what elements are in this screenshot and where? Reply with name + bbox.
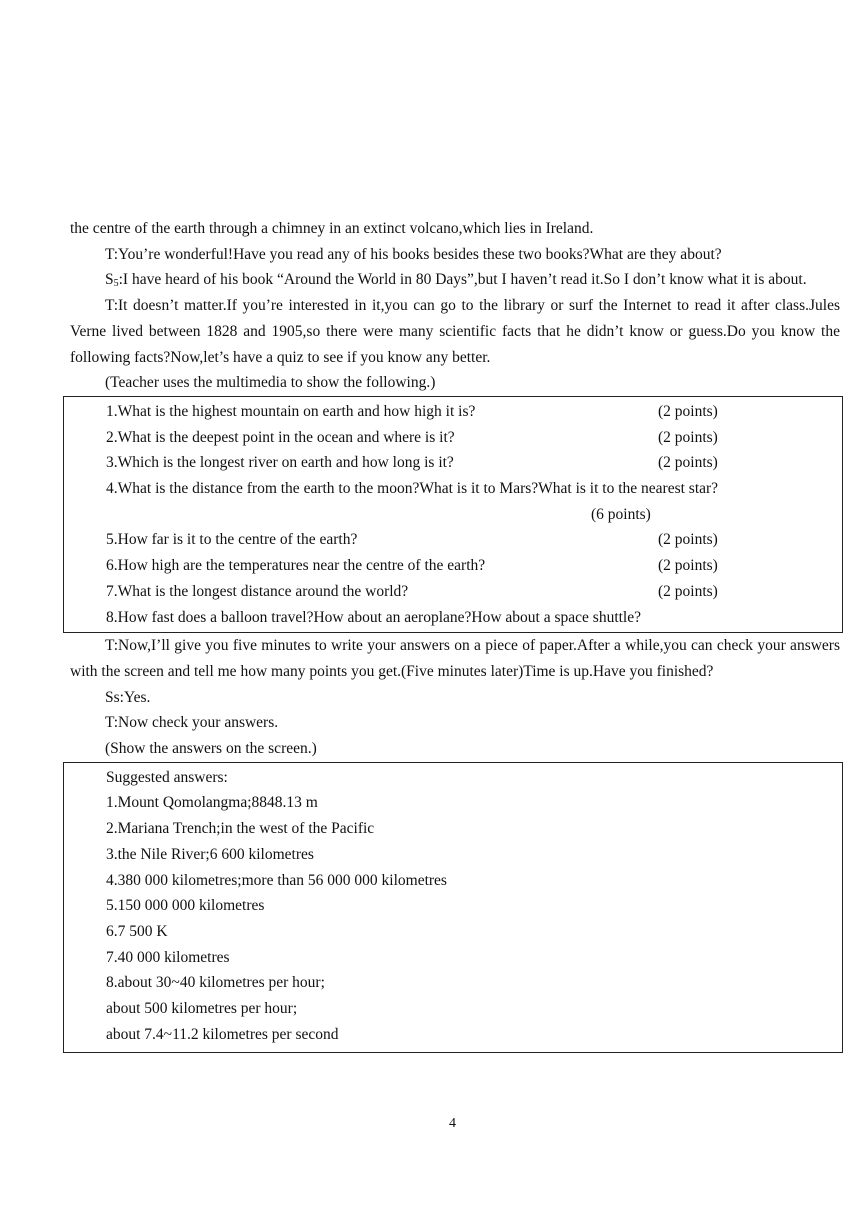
- quiz-question: [106, 605, 842, 631]
- answer-line: 5.150 000 000 kilometres: [106, 897, 265, 915]
- quiz-question: [106, 579, 842, 605]
- question-text: 5.How far is it to the centre of the earth?: [106, 531, 358, 549]
- question-text: 3.Which is the longest river on earth and how long is it?: [106, 454, 454, 472]
- quiz-question: [106, 450, 842, 476]
- quiz-question: [106, 399, 842, 425]
- paragraph: T:Now check your answers.: [105, 714, 279, 732]
- paragraph: [70, 267, 840, 293]
- paragraph: the centre of the earth through a chimney in an extinct volcano,which lies in Ireland.: [70, 220, 594, 237]
- paragraph-text: :I have heard of his book “Around the World in 80 Days”,but I haven’t read it.So I don’t know what it is about.: [118, 271, 807, 289]
- quiz-question: [106, 527, 842, 553]
- quiz-question: [106, 476, 842, 502]
- answers-box: [63, 762, 843, 1053]
- question-points: (2 points): [658, 454, 718, 472]
- question-text: 6.How high are the temperatures near the centre of the earth?: [106, 557, 486, 575]
- quiz-question: [106, 425, 842, 451]
- speaker-label: S: [105, 271, 114, 289]
- answer-line: 8.about 30~40 kilometres per hour;: [106, 974, 325, 992]
- paragraph: T:You’re wonderful!Have you read any of his books besides these two books?What are they about?: [105, 245, 722, 263]
- answer-line: 1.Mount Qomolangma;8848.13 m: [106, 794, 318, 812]
- answer-line: 3.the Nile River;6 600 kilometres: [106, 845, 314, 863]
- question-points: (2 points): [658, 428, 718, 446]
- paragraph: (Teacher uses the multimedia to show the following.): [105, 374, 436, 392]
- paragraph: T:It doesn’t matter.If you’re interested in it,you can go to the library or surf the Internet to read it after class.Jules Verne lived between 1828 and 1905,so there were many scientific facts that he didn’t know or guess.Do you know the following facts?Now,let’s have a quiz to see if you know any better.: [70, 297, 840, 366]
- answer-line: 2.Mariana Trench;in the west of the Pacific: [106, 820, 375, 838]
- answer-line: 7.40 000 kilometres: [106, 948, 230, 966]
- speaker-subscript: 5: [113, 278, 119, 290]
- quiz-box: [63, 396, 843, 633]
- paragraph: T:Now,I’ll give you five minutes to write your answers on a piece of paper.After a while,you can check your answers with the screen and tell me how many points you get.(Five minutes later)Time is up.Have you finished?: [70, 637, 840, 680]
- question-points: (2 points): [658, 557, 718, 575]
- document-body: [70, 216, 840, 1053]
- question-points: (2 points): [658, 531, 718, 549]
- question-points: (6 points): [591, 505, 651, 523]
- question-points: (2 points): [658, 402, 718, 420]
- question-text: 4.What is the distance from the earth to the moon?What is it to Mars?What is it to the nearest star?: [106, 480, 719, 498]
- quiz-question: [106, 553, 842, 579]
- question-points: (2 points): [658, 582, 718, 600]
- answer-line: about 7.4~11.2 kilometres per second: [106, 1025, 339, 1043]
- page-number: 4: [449, 1116, 456, 1131]
- answer-line: 6.7 500 K: [106, 922, 168, 940]
- question-text: 7.What is the longest distance around the world?: [106, 582, 409, 600]
- question-text: 2.What is the deepest point in the ocean and where is it?: [106, 428, 455, 446]
- question-text: 1.What is the highest mountain on earth and how high it is?: [106, 402, 476, 420]
- paragraph: Ss:Yes.: [105, 688, 151, 706]
- answer-line: about 500 kilometres per hour;: [106, 1000, 298, 1018]
- answer-line: 4.380 000 kilometres;more than 56 000 000 kilometres: [106, 871, 447, 889]
- paragraph: (Show the answers on the screen.): [105, 740, 317, 758]
- answers-heading: Suggested answers:: [106, 768, 228, 786]
- question-text: 8.How fast does a balloon travel?How about an aeroplane?How about a space shuttle?: [106, 608, 641, 626]
